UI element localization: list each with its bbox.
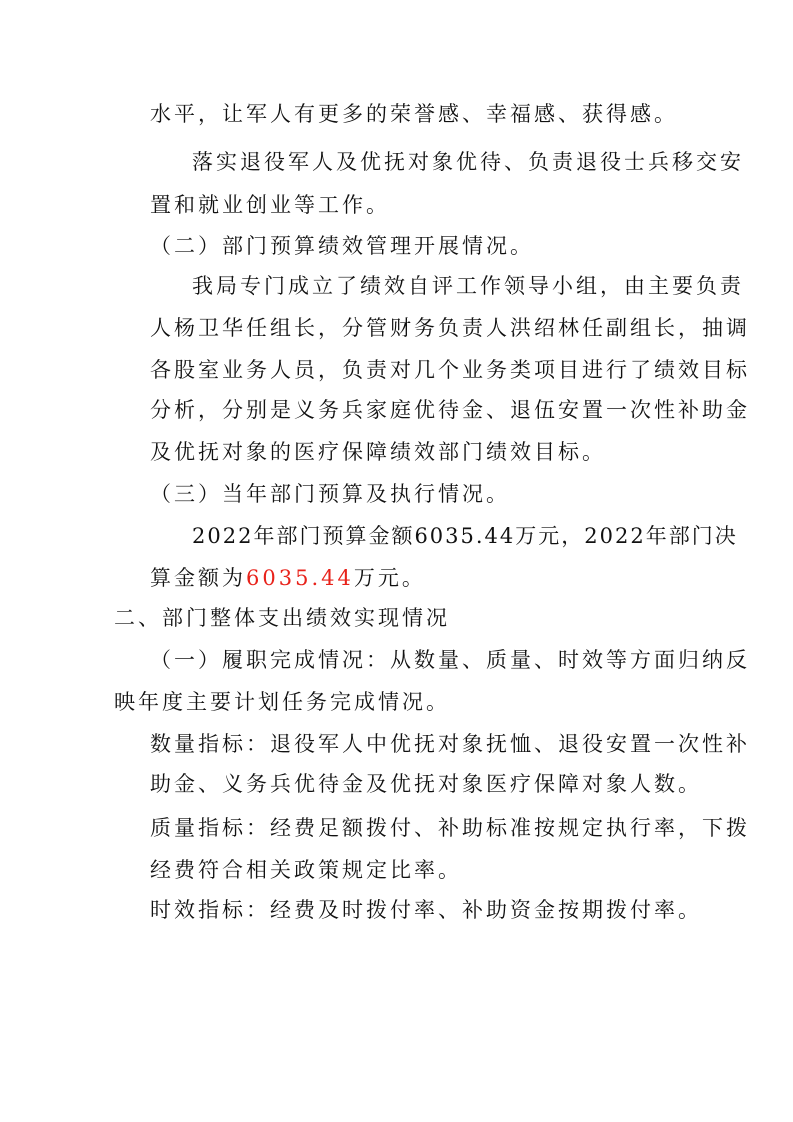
paragraph-line: 2022年部门预算金额6035.44万元，2022年部门决 (192, 524, 738, 548)
paragraph-line (150, 564, 426, 592)
section-heading: （三）当年部门预算及执行情况。 (150, 482, 510, 506)
paragraph-line: 人杨卫华任组长，分管财务负责人洪绍林任副组长，抽调 (150, 316, 750, 340)
paragraph-line: 时效指标：经费及时拨付率、补助资金按期拨付率。 (150, 898, 702, 922)
text-fragment: 万元。 (353, 566, 426, 590)
chapter-heading: 二、部门整体支出绩效实现情况 (114, 606, 450, 630)
paragraph-line: 映年度主要计划任务完成情况。 (114, 690, 450, 714)
paragraph-line: 经费符合相关政策规定比率。 (150, 858, 462, 882)
section-heading: （二）部门预算绩效管理开展情况。 (150, 234, 534, 258)
paragraph-line: 数量指标：退役军人中优抚对象抚恤、退役安置一次性补 (150, 732, 750, 756)
section-heading: （一）履职完成情况：从数量、质量、时效等方面归纳反 (150, 648, 750, 672)
paragraph-line: 及优抚对象的医疗保障绩效部门绩效目标。 (150, 440, 606, 464)
paragraph-line: 水平，让军人有更多的荣誉感、幸福感、获得感。 (150, 102, 678, 126)
paragraph-line: 我局专门成立了绩效自评工作领导小组，由主要负责 (192, 274, 744, 298)
paragraph-line: 置和就业创业等工作。 (150, 193, 390, 217)
paragraph-line: 质量指标：经费足额拨付、补助标准按规定执行率，下拨 (150, 816, 750, 840)
paragraph-line: 分析，分别是义务兵家庭优待金、退伍安置一次性补助金 (150, 398, 750, 422)
paragraph-line: 各股室业务人员，负责对几个业务类项目进行了绩效目标 (150, 358, 750, 382)
paragraph-line: 助金、义务兵优待金及优抚对象医疗保障对象人数。 (150, 772, 702, 796)
highlighted-amount: 6035.44 (246, 566, 354, 590)
text-fragment: 算金额为 (150, 566, 246, 590)
paragraph-line: 落实退役军人及优抚对象优待、负责退役士兵移交安 (192, 150, 744, 174)
